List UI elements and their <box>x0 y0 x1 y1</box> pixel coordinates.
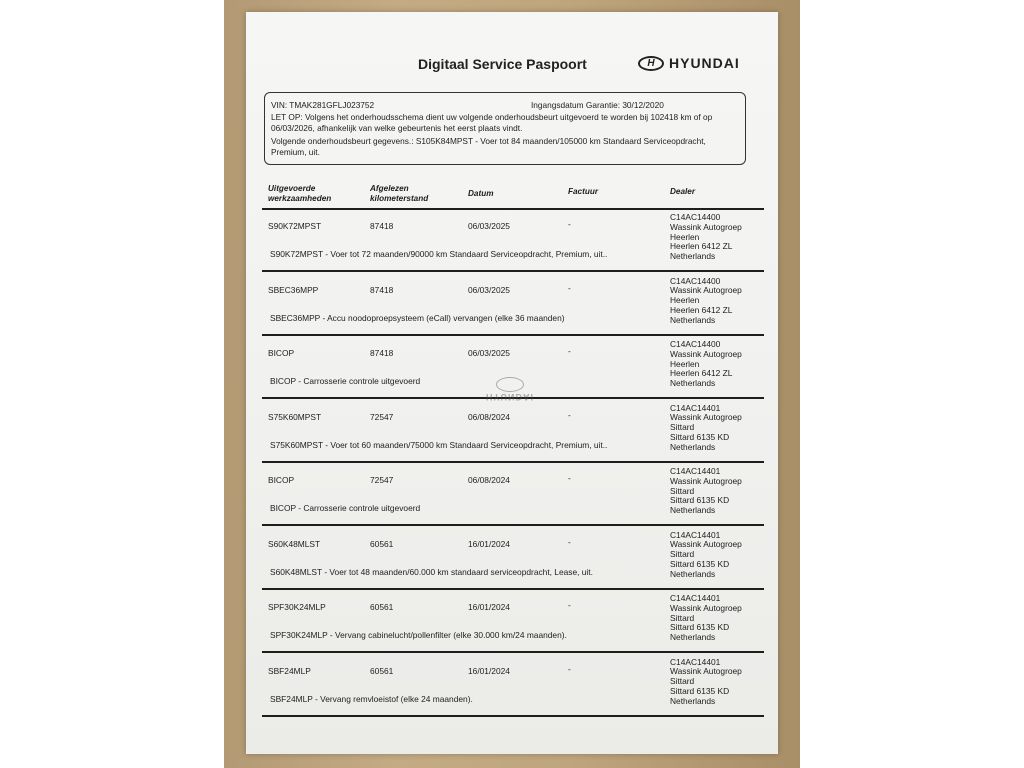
stamp-text: HYUNDAI <box>486 392 535 402</box>
dealer-line: Sittard 6135 KD <box>670 558 730 569</box>
header-dealer: Dealer <box>670 187 696 196</box>
service-entry-row <box>246 274 778 336</box>
header-datum: Datum <box>468 189 494 198</box>
dealer-line: Netherlands <box>670 378 716 389</box>
service-date: 06/08/2024 <box>468 475 510 485</box>
operation-code: SBF24MLP <box>268 665 311 676</box>
operation-code: BICOP <box>268 348 295 358</box>
dealer-line: C14AC14401 <box>670 593 721 603</box>
next-service-text: Volgende onderhoudsbeurt gegevens.: S105K84MPST - Voer tot 84 maanden/105000 km Standaard Serviceopdracht, Premium, uit. <box>271 136 706 157</box>
dealer-line: C14AC14401 <box>670 402 721 413</box>
odometer-reading: 60561 <box>370 602 394 612</box>
dealer-line: Netherlands <box>670 251 716 262</box>
service-date: 06/08/2024 <box>468 411 510 422</box>
service-entry-row <box>246 401 778 463</box>
dealer-line: Heerlen 6412 ZL <box>670 368 733 379</box>
odometer-reading: 87418 <box>370 348 394 358</box>
header-werkzaamheden: Uitgevoerde werkzaamheden <box>268 184 332 203</box>
dealer-line: C14AC14400 <box>670 212 721 222</box>
row-divider <box>262 524 764 526</box>
hyundai-wordmark: HYUNDAI <box>669 55 740 71</box>
invoice-value: - <box>568 346 571 356</box>
stamp-emblem-icon <box>496 377 524 392</box>
dealer-line: Sittard <box>670 676 695 687</box>
dealer-line: Heerlen <box>670 358 700 369</box>
dealer-block <box>670 404 742 453</box>
service-entry-row <box>246 210 778 272</box>
operation-description: S75K60MPST - Voer tot 60 maanden/75000 km Standaard Serviceopdracht, Premium, uit.. <box>270 439 608 450</box>
service-entry-row <box>246 655 778 717</box>
dealer-line: Sittard <box>670 549 695 560</box>
service-date: 06/03/2025 <box>468 221 510 231</box>
dealer-line: C14AC14401 <box>670 529 721 540</box>
header-factuur: Factuur <box>568 187 599 196</box>
dealer-line: C14AC14401 <box>670 466 721 476</box>
odometer-reading: 60561 <box>370 538 394 549</box>
dealer-line: Sittard 6135 KD <box>670 622 730 633</box>
invoice-value: - <box>568 219 571 229</box>
dealer-line: Sittard <box>670 612 695 623</box>
dealer-line: Sittard 6135 KD <box>670 685 730 696</box>
operation-description: BICOP - Carrosserie controle uitgevoerd <box>270 376 421 386</box>
dealer-line: C14AC14400 <box>670 275 721 286</box>
invoice-value: - <box>568 600 571 610</box>
service-entry-row <box>246 528 778 590</box>
row-divider <box>262 270 764 272</box>
dealer-block <box>670 340 742 389</box>
dealer-line: Wassink Autogroep <box>670 285 742 296</box>
operation-code: SBEC36MPP <box>268 284 319 295</box>
invoice-value: - <box>568 473 571 483</box>
vin-text: VIN: TMAK281GFLJ023752 <box>271 100 375 110</box>
dealer-line: Sittard 6135 KD <box>670 495 730 506</box>
operation-description: BICOP - Carrosserie controle uitgevoerd <box>270 503 421 513</box>
odometer-reading: 72547 <box>370 475 394 485</box>
dealer-line: Netherlands <box>670 441 716 452</box>
warranty-date-text: Ingangsdatum Garantie: 30/12/2020 <box>531 100 664 110</box>
dealer-line: C14AC14401 <box>670 656 721 667</box>
dealer-block <box>670 467 742 516</box>
service-entry-row <box>246 591 778 653</box>
service-passport-document <box>246 12 778 754</box>
dealer-line: Wassink Autogroep <box>670 539 742 550</box>
dealer-block <box>670 277 742 326</box>
row-divider <box>262 461 764 463</box>
vehicle-info-box <box>264 92 746 165</box>
invoice-value: - <box>568 282 571 293</box>
odometer-reading: 60561 <box>370 665 394 676</box>
service-date: 06/03/2025 <box>468 284 510 295</box>
invoice-value: - <box>568 663 571 674</box>
table-header <box>246 184 778 210</box>
hyundai-emblem-icon: H <box>638 56 664 71</box>
dealer-block <box>670 594 742 643</box>
dealer-block <box>670 213 742 262</box>
dealer-line: Netherlands <box>670 695 716 706</box>
service-date: 16/01/2024 <box>468 665 510 676</box>
dealer-line: Heerlen <box>670 231 700 242</box>
dealer-line: Heerlen 6412 ZL <box>670 241 733 252</box>
operation-code: BICOP <box>268 475 295 485</box>
row-divider <box>262 715 764 717</box>
operation-code: SPF30K24MLP <box>268 602 326 612</box>
dealer-line: C14AC14400 <box>670 339 721 349</box>
operation-description: S90K72MPST - Voer tot 72 maanden/90000 km Standaard Serviceopdracht, Premium, uit.. <box>270 249 608 259</box>
operation-code: S75K60MPST <box>268 411 322 422</box>
header-kilometerstand: Afgelezen kilometerstand <box>370 184 429 203</box>
dealer-line: Wassink Autogroep <box>670 412 742 423</box>
invoice-value: - <box>568 536 571 547</box>
dealer-line: Wassink Autogroep <box>670 348 742 359</box>
service-entry-row <box>246 464 778 526</box>
operation-code: S90K72MPST <box>268 221 322 231</box>
row-divider <box>262 334 764 336</box>
row-divider <box>262 651 764 653</box>
operation-description: SBEC36MPP - Accu noodoproepsysteem (eCall) vervangen (elke 36 maanden) <box>270 312 565 323</box>
dealer-line: Netherlands <box>670 314 716 325</box>
service-date: 06/03/2025 <box>468 348 510 358</box>
dealer-line: Wassink Autogroep <box>670 602 742 613</box>
operation-description: SPF30K24MLP - Vervang cabinelucht/pollenfilter (elke 30.000 km/24 maanden). <box>270 630 567 640</box>
dealer-block <box>670 658 742 707</box>
dealer-stamp <box>486 377 534 402</box>
document-title: Digitaal Service Paspoort <box>418 56 587 72</box>
dealer-line: Netherlands <box>670 568 716 579</box>
operation-description: SBF24MLP - Vervang remvloeistof (elke 24 maanden). <box>270 693 473 704</box>
service-date: 16/01/2024 <box>468 538 510 549</box>
dealer-line: Wassink Autogroep <box>670 666 742 677</box>
operation-description: S60K48MLST - Voer tot 48 maanden/60.000 km standaard serviceopdracht, Lease, uit. <box>270 566 593 577</box>
dealer-line: Wassink Autogroep <box>670 221 742 232</box>
odometer-reading: 87418 <box>370 221 394 231</box>
row-divider <box>262 588 764 590</box>
service-date: 16/01/2024 <box>468 602 510 612</box>
operation-code: S60K48MLST <box>268 538 321 549</box>
dealer-line: Wassink Autogroep <box>670 475 742 486</box>
dealer-line: Sittard <box>670 422 695 433</box>
dealer-line: Netherlands <box>670 632 716 643</box>
dealer-line: Heerlen 6412 ZL <box>670 304 733 315</box>
dealer-block <box>670 531 742 580</box>
invoice-value: - <box>568 409 571 420</box>
dealer-line: Sittard 6135 KD <box>670 431 730 442</box>
hyundai-logo <box>638 55 740 71</box>
dealer-line: Heerlen <box>670 295 700 306</box>
dealer-line: Netherlands <box>670 505 716 516</box>
odometer-reading: 87418 <box>370 284 394 295</box>
maintenance-note: LET OP: Volgens het onderhoudsschema dient uw volgende onderhoudsbeurt uitgevoerd te worden bij 102418 km of op 06/03/2026, afhankelijk van welke gebeurtenis het eerst plaats vindt. <box>271 112 713 133</box>
odometer-reading: 72547 <box>370 411 394 422</box>
dealer-line: Sittard <box>670 485 695 496</box>
